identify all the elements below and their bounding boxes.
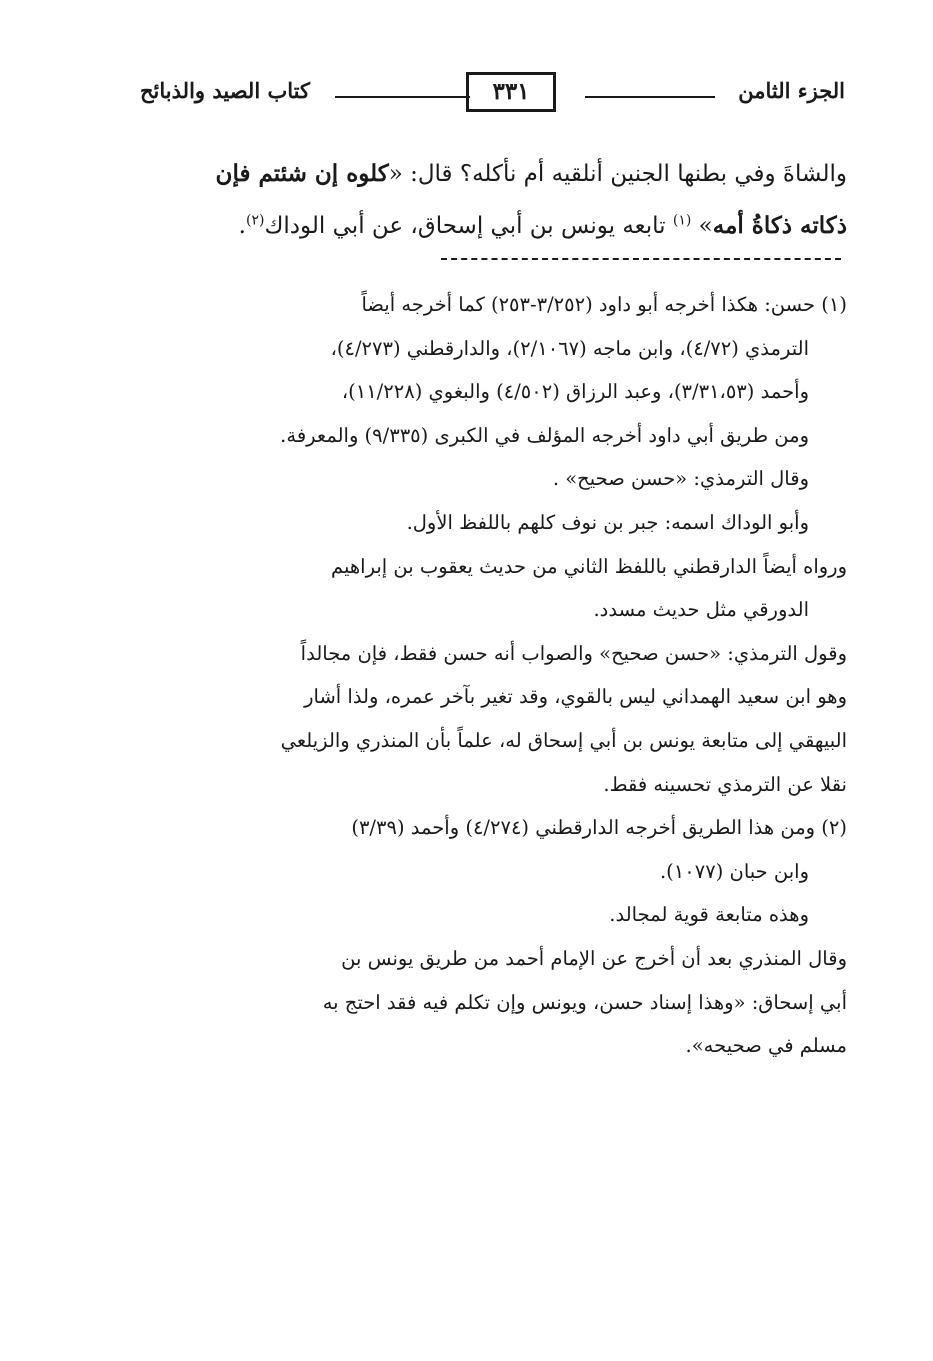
header-rule-right: [585, 96, 715, 98]
header-rule-left: [335, 96, 470, 98]
footnote-line: وهذه متابعة قوية لمجالد.: [609, 903, 809, 927]
main-text-segment: والشاةَ وفي بطنها الجنين أنلقيه أم نأكله؟ قال: «: [388, 161, 847, 187]
footnote-line: الترمذي (٤/٧٢)، وابن ماجه (٢/١٠٦٧)، والدارقطني (٤/٢٧٣)،: [330, 336, 809, 360]
footnote-separator: [441, 258, 841, 260]
part-title: الجزء الثامن: [738, 78, 845, 103]
footnote-line: وأحمد (٣/٣١،٥٣)، وعبد الرزاق (٤/٥٠٢) والبغوي (١١/٢٢٨)،: [341, 380, 809, 404]
main-text: [135, 148, 847, 252]
running-header: [130, 72, 845, 116]
footnote-line: نقلا عن الترمذي تحسينه فقط.: [603, 772, 847, 796]
footnote-line: (١) حسن: هكذا أخرجه أبو داود (٣/٢٥٢-٢٥٣) كما أخرجه أيضاً: [361, 293, 847, 316]
footnote-line: أبي إسحاق: «وهذا إسناد حسن، ويونس وإن تكلم فيه فقد احتج به: [322, 990, 847, 1014]
hadith-quote-bold-end: ذكاته ذكاةُ أمه: [712, 212, 847, 239]
footnote-line: البيهقي إلى متابعة يونس بن أبي إسحاق له، علماً بأن المنذري والزيلعي: [280, 728, 847, 752]
footnote-line: (٢) ومن هذا الطريق أخرجه الدارقطني (٤/٢٧٤) وأحمد (٣/٣٩): [351, 816, 847, 840]
quote-close: »: [691, 213, 713, 239]
main-line-2: [135, 200, 847, 252]
hadith-quote-bold: كلوه إن شئتم فإن: [215, 160, 389, 187]
footnote-marker-1[interactable]: (١): [672, 212, 692, 229]
footnote-line: وابن حبان (١٠٧٧).: [659, 859, 809, 883]
main-line-1: [135, 148, 847, 200]
footnote-line: وقول الترمذي: «حسن صحيح» والصواب أنه حسن فقط، فإن مجالداً: [300, 641, 847, 665]
footnote-line: الدورقي مثل حديث مسدد.: [593, 598, 809, 622]
footnote-line: وقال المنذري بعد أن أخرج عن الإمام أحمد من طريق يونس بن: [341, 946, 847, 970]
footnote-marker-2[interactable]: (٢): [245, 212, 265, 229]
footnote-line: وقال الترمذي: «حسن صحيح» .: [552, 467, 809, 491]
footnote-line: وأبو الوداك اسمه: جبر بن نوف كلهم باللفظ الأول.: [406, 510, 809, 534]
footnote-line: وهو ابن سعيد الهمداني ليس بالقوي، وقد تغير بآخر عمره، ولذا أشار: [304, 685, 847, 709]
footnote-line: مسلم في صحيحه».: [685, 1034, 847, 1058]
book-title: كتاب الصيد والذبائح: [140, 78, 310, 103]
footnotes: [130, 283, 847, 1068]
main-text-period: .: [238, 213, 246, 239]
footnote-line: ورواه أيضاً الدارقطني باللفظ الثاني من حديث يعقوب بن إبراهيم: [331, 554, 847, 578]
main-text-segment: تابعه يونس بن أبي إسحاق، عن أبي الوداك: [264, 213, 673, 239]
footnote-line: ومن طريق أبي داود أخرجه المؤلف في الكبرى (٩/٣٣٥) والمعرفة.: [280, 423, 809, 447]
page-number-box: ٣٣١: [466, 72, 556, 112]
